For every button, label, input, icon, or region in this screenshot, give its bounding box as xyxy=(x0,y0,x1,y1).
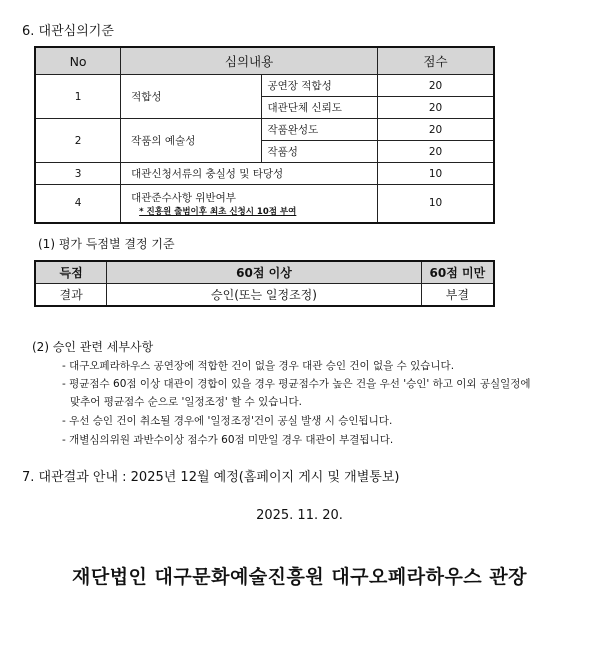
row-no: 1 xyxy=(35,75,121,119)
table-row xyxy=(35,284,494,307)
section-6-title: 6. 대관심의기준 xyxy=(22,24,114,39)
row-category: 대관준수사항 위반여부 xyxy=(131,191,236,204)
row-item: 대관단체 신뢰도 xyxy=(261,97,377,119)
grading-header: 득점 xyxy=(35,261,107,284)
grading-header-row xyxy=(35,261,494,284)
grading-cell: 부결 xyxy=(421,284,494,307)
row-score: 20 xyxy=(378,141,495,163)
list-item: - 개별심의위원 과반수이상 점수가 60점 미만일 경우 대관이 부결됩니다. xyxy=(62,434,394,446)
list-item: - 우선 승인 건이 취소될 경우에 '일정조정'건이 공실 발생 시 승인됩니다. xyxy=(62,415,393,427)
row-score: 20 xyxy=(378,119,495,141)
list-item: - 평균점수 60점 이상 대관이 경합이 있을 경우 평균점수가 높은 건을 우선 '승인' 하고 이외 공실일정에 xyxy=(62,378,531,390)
row-item: 작품완성도 xyxy=(261,119,377,141)
row-score: 20 xyxy=(378,75,495,97)
criteria-header-row xyxy=(35,47,494,75)
row-score: 10 xyxy=(378,163,495,185)
table-row xyxy=(35,75,494,97)
row-category: 대관신청서류의 충실성 및 타당성 xyxy=(121,163,378,185)
table-row xyxy=(35,163,494,185)
table-row xyxy=(35,185,494,223)
row-score: 10 xyxy=(378,185,495,223)
row-category-cell xyxy=(121,185,378,223)
header-score: 점수 xyxy=(378,47,495,75)
grading-table xyxy=(34,260,495,307)
criteria-table xyxy=(34,46,495,224)
list-item: - 대구오페라하우스 공연장에 적합한 건이 없을 경우 대관 승인 건이 없을 수 있습니다. xyxy=(62,360,455,372)
row-no: 2 xyxy=(35,119,121,163)
header-no: No xyxy=(35,47,121,75)
header-content: 심의내용 xyxy=(121,47,378,75)
approval-title: (2) 승인 관련 세부사항 xyxy=(32,340,154,354)
grading-header: 60점 이상 xyxy=(107,261,422,284)
grading-cell: 결과 xyxy=(35,284,107,307)
row-item: 작품성 xyxy=(261,141,377,163)
row-category: 적합성 xyxy=(121,75,261,119)
section-7-title: 7. 대관결과 안내 : 2025년 12월 예정(홈페이지 게시 및 개별통보) xyxy=(22,470,400,485)
grading-title: (1) 평가 득점별 결정 기준 xyxy=(38,237,175,251)
row-note: * 진흥원 출범이후 최초 신청시 10점 부여 xyxy=(139,206,297,217)
signature-line: 재단법인 대구문화예술진흥원 대구오페라하우스 관장 xyxy=(72,566,527,588)
table-row xyxy=(35,119,494,141)
row-category: 작품의 예술성 xyxy=(121,119,261,163)
row-no: 3 xyxy=(35,163,121,185)
row-score: 20 xyxy=(378,97,495,119)
row-item: 공연장 적합성 xyxy=(261,75,377,97)
grading-header: 60점 미만 xyxy=(421,261,494,284)
document-date: 2025. 11. 20. xyxy=(256,508,343,523)
row-no: 4 xyxy=(35,185,121,223)
list-item: 맞추어 평균점수 순으로 '일정조정' 할 수 있습니다. xyxy=(70,396,302,408)
grading-cell: 승인(또는 일정조정) xyxy=(107,284,422,307)
